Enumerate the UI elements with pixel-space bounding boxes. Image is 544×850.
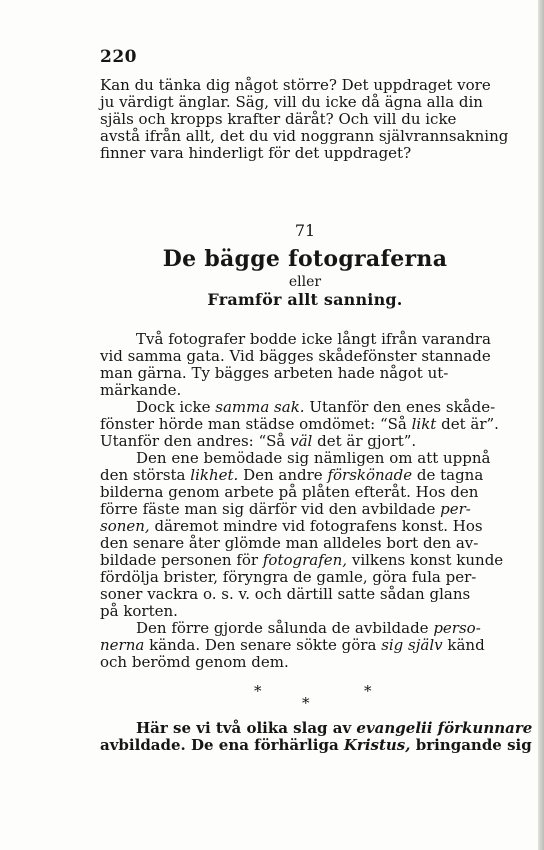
section-separator xyxy=(100,684,510,714)
asterisk: * xyxy=(254,682,262,700)
text-line: man gärna. Ty bägges arbeten hade något ut- xyxy=(100,364,449,382)
text-line: Dock icke samma sak. Utanför den enes skåde- xyxy=(136,398,496,416)
text-line: förre fäste man sig därför vid den avbildade per- xyxy=(100,500,471,518)
chapter-title: De bägge fotograferna xyxy=(162,246,448,272)
text-line: Den förre gjorde sålunda de avbildade perso- xyxy=(136,619,481,637)
asterisk: * xyxy=(302,694,310,712)
page-edge xyxy=(538,0,544,850)
text-line: bildade personen för fotografen, vilkens konst kunde xyxy=(100,551,504,569)
text-line: Utanför den andres: “Så väl det är gjort”. xyxy=(100,432,417,450)
chapter-connector: eller xyxy=(288,274,322,290)
chapter-number: 71 xyxy=(294,221,316,240)
text-line: soner vackra o. s. v. och därtill satte sådan glans xyxy=(100,585,471,603)
text-line: bilderna genom arbete på plåten efteråt. Hos den xyxy=(100,483,479,501)
text-line: avstå ifrån allt, det du vid noggrann självrannsakning xyxy=(100,127,509,145)
top-paragraph xyxy=(100,77,510,162)
text-line: på korten. xyxy=(100,602,178,620)
text-line: Här se vi två olika slag av evangelii förkunnare xyxy=(136,719,533,737)
text-line: vid samma gata. Vid bägges skådefönster stannade xyxy=(100,347,491,365)
text-line: ju värdigt änglar. Säg, vill du icke då ägna alla din xyxy=(100,93,483,111)
text-line: nerna kända. Den senare sökte göra sig själv känd xyxy=(100,636,485,654)
final-paragraph xyxy=(100,719,533,754)
chapter-subtitle: Framför allt sanning. xyxy=(207,290,403,309)
text-line: sonen, däremot mindre vid fotografens konst. Hos xyxy=(100,517,483,535)
text-line: avbildade. De ena förhärliga Kristus, bringande sig xyxy=(100,736,532,754)
text-line: Den ene bemödade sig nämligen om att uppnå xyxy=(136,449,491,467)
text-line: Kan du tänka dig något större? Det uppdraget vore xyxy=(100,76,491,94)
text-line: märkande. xyxy=(100,381,182,399)
page-number: 220 xyxy=(100,47,137,67)
asterisk: * xyxy=(364,682,372,700)
chapter-body xyxy=(100,331,510,671)
text-line: den senare åter glömde man alldeles bort den av- xyxy=(100,534,479,552)
text-line: den största likhet. Den andre förskönade de tagna xyxy=(100,466,484,484)
text-line: fördölja brister, föryngra de gamle, göra fula per- xyxy=(100,568,477,586)
text-line: Två fotografer bodde icke långt ifrån varandra xyxy=(136,330,491,348)
text-line: fönster hörde man städse omdömet: “Så likt det är”. xyxy=(100,415,499,433)
text-line: och berömd genom dem. xyxy=(100,653,289,671)
text-line: finner vara hinderligt för det uppdraget? xyxy=(100,144,412,162)
text-line: själs och kropps krafter däråt? Och vill du icke xyxy=(100,110,457,128)
